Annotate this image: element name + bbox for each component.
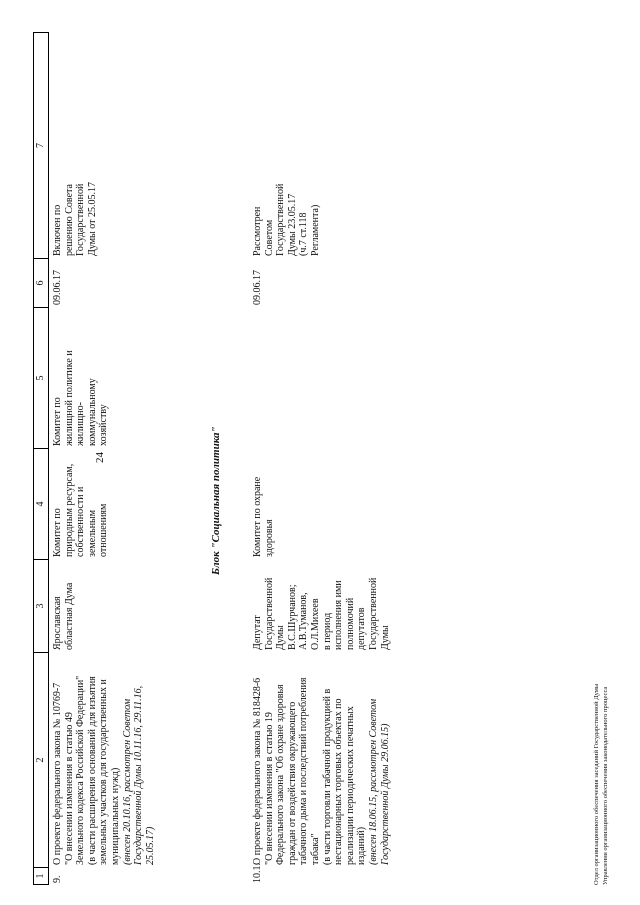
bill-title-text: О проекте федерального закона № 818428-6 "О внесении изменения в статью 19 Федерального закона "Об охране здоровья граждан от воздействия окружающего табачного дыма и последствий потребления табака" (в части торговли табачной продукцией в нестационарных торговых объектах по реализации периодических печатных изданий): [252, 677, 368, 865]
footer-note: Отдел организационного обеспечения заседаний Государственной Думы Управления организационного обеспечения законодательного процесса: [593, 683, 609, 885]
bill-title: [52, 651, 156, 865]
col-header-2: 2: [33, 652, 49, 868]
col-header-3: 3: [33, 559, 49, 653]
status: Включен по решению Совета Государственной Думы от 25.05.17: [52, 182, 98, 256]
bill-title: [252, 651, 391, 865]
col-header-6: 6: [33, 258, 49, 308]
date: 09.06.17: [52, 270, 63, 305]
bill-note: (внесен 20.10.16, рассмотрен Советом Государственной Думы 10.11.16, 29.11.16, 25.05.17): [121, 685, 156, 865]
block-title: Блок "Социальная политика": [210, 426, 222, 575]
col-header-1: 1: [33, 867, 49, 885]
date: 09.06.17: [252, 270, 263, 305]
co-committee: Комитет по жилищной политике и жилищно- коммунальному хозяйству: [52, 350, 110, 446]
row-separator: [48, 868, 49, 885]
status: Рассмотрен Советом Государственной Думы 23.05.17 (ч.7 ст.118 Регламента): [252, 183, 321, 256]
page-number: 24: [94, 452, 106, 463]
col-header-7: 7: [33, 32, 49, 259]
responsible-committee: Комитет по природным ресурсам, собственности и земельным отношениям: [52, 463, 110, 557]
col-header-4: 4: [33, 448, 49, 560]
bill-author: Депутат Государственной Думы В.С.Шурчанов; А.В.Туманов, О.Л.Михеев в период исполнения ими полномочий депутатов Государственной Думы: [252, 577, 391, 650]
responsible-committee: Комитет по охране здоровья: [252, 476, 275, 557]
bill-title-text: О проекте федерального закона № 10769-7 "О внесении изменения в статью 49 Земельного кодекса Российской Федерации" (в части расширения оснований для изъятия земельных участков для государственных и муниципальных нужд): [52, 675, 121, 865]
bill-note: (внесен 18.06.15, рассмотрен Советом Государственной Думы 29.06.15): [367, 698, 391, 865]
row-number: 9.: [52, 875, 63, 883]
row-number: 10.1.: [252, 863, 263, 883]
col-header-5: 5: [33, 307, 49, 449]
bill-author: Ярославская областная Дума: [52, 582, 75, 650]
